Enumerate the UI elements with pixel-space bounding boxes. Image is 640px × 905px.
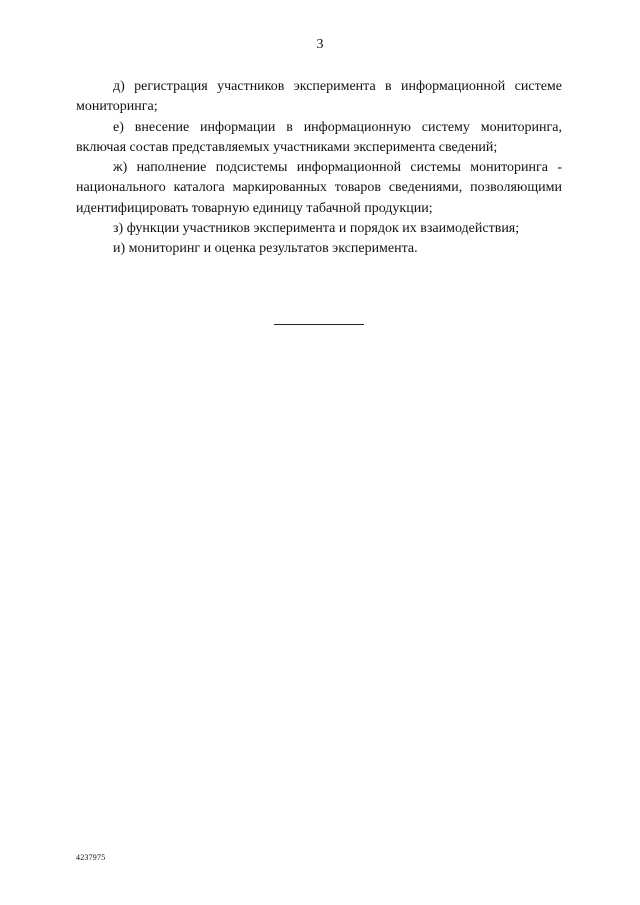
page-number: 3 xyxy=(316,37,324,52)
body-text xyxy=(76,77,562,260)
document-code: 4237975 xyxy=(76,853,106,862)
section-divider xyxy=(274,324,364,325)
list-item-d: д) регистрация участников эксперимента в информационной системе мониторинга; xyxy=(76,79,562,115)
list-item-z: з) функции участников эксперимента и порядок их взаимодействия; xyxy=(113,221,520,237)
list-item-i: и) мониторинг и оценка результатов эксперимента. xyxy=(113,241,418,257)
list-item-zh: ж) наполнение подсистемы информационной системы мониторинга - национального каталога маркированных товаров сведениями, позволяющими идентифицировать товарную единицу табачной продукции; xyxy=(76,160,562,216)
list-item-e: е) внесение информации в информационную систему мониторинга, включая состав представляемых участниками эксперимента сведений; xyxy=(76,119,562,155)
